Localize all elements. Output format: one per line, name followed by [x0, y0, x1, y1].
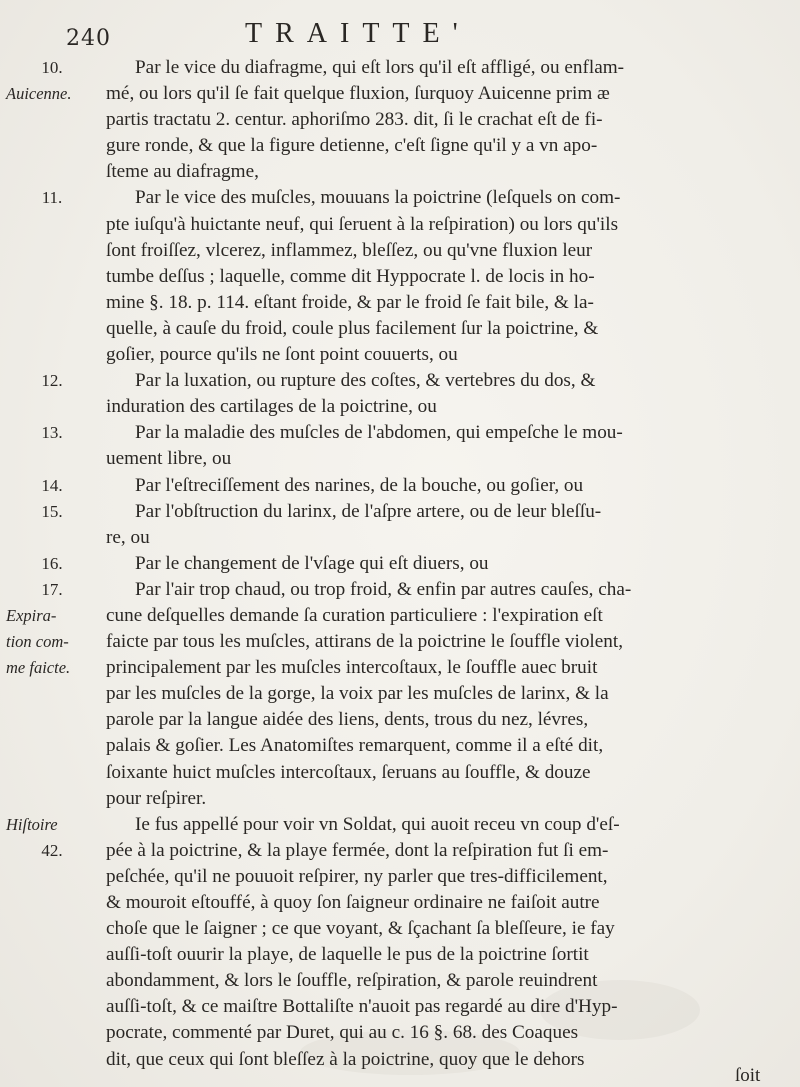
body-text: partis tractatu 2. centur. aphoriſmo 283. dit, ſi le crachat eſt de fi-: [106, 109, 603, 131]
text-line: [0, 707, 800, 733]
body-text: Par le vice des muſcles, mouuans la poictrine (leſquels on com-: [135, 187, 621, 209]
text-line: [0, 942, 800, 968]
body-text: abondamment, & lors le ſouffle, reſpiration, & parole reuindrent: [106, 970, 598, 992]
margin-number: 15.: [41, 501, 63, 521]
text-line: [0, 159, 800, 185]
margin-note: Auicenne.: [6, 84, 72, 104]
text-line: [0, 916, 800, 942]
text-line: [0, 394, 800, 420]
body-text: principalement par les muſcles intercoſtaux, le ſouffle auec bruit: [106, 657, 598, 679]
body-text: uement libre, ou: [106, 448, 232, 470]
text-line: [0, 864, 800, 890]
text-line: [0, 499, 800, 525]
body-text: pour reſpirer.: [106, 787, 207, 809]
body-text: peſchée, qu'il ne pouuoit reſpirer, ny parler que tres-difficilement,: [106, 865, 608, 887]
text-line: [0, 968, 800, 994]
body-text: goſier, pource qu'ils ne ſont point couuerts, ou: [106, 344, 458, 366]
body-text: & mouroit eſtouffé, à quoy ſon ſaigneur ordinaire ne faiſoit autre: [106, 892, 600, 913]
text-line: [0, 473, 800, 499]
text-line: [0, 238, 800, 264]
body-text: Par l'air trop chaud, ou trop froid, & enfin par autres cauſes, cha-: [135, 578, 632, 600]
margin-number: 10.: [41, 58, 63, 77]
text-line: [0, 1020, 800, 1046]
body-text: Par l'eſtreciſſement des narines, de la bouche, ou goſier, ou: [135, 474, 584, 496]
body-text: dit, que ceux qui ſont bleſſez à la poictrine, quoy que le dehors: [106, 1048, 585, 1070]
body-text: faicte par tous les muſcles, attirans de la poictrine le ſouffle violent,: [106, 631, 624, 653]
body-text: Par la luxation, ou rupture des coſtes, & vertebres du dos, &: [135, 370, 596, 392]
margin-note: Expira-: [6, 605, 57, 625]
text-line: [0, 446, 800, 472]
body-text: tumbe deſſus ; laquelle, comme dit Hyppocrate l. de locis in ho-: [106, 265, 595, 287]
margin-note: Hiſtoire: [6, 814, 58, 834]
text-line: [0, 342, 800, 368]
margin-number: 16.: [41, 553, 63, 573]
body-text: ſont froiſſez, vlcerez, inflammez, bleſſez, ou qu'vne fluxion leur: [106, 239, 593, 261]
margin-number: 13.: [41, 423, 63, 443]
body-text: Par le changement de l'vſage qui eſt diuers, ou: [135, 552, 489, 574]
text-line: [0, 786, 800, 812]
text-line: [0, 994, 800, 1020]
text-line: [0, 890, 800, 916]
text-line: [0, 81, 800, 107]
text-line: [0, 264, 800, 290]
body-text: mé, ou lors qu'il ſe fait quelque fluxion, ſurquoy Auicenne prim æ: [106, 83, 610, 105]
text-line: [0, 733, 800, 759]
body-text: par les muſcles de la gorge, la voix par les muſcles de larinx, & la: [106, 683, 609, 705]
text-line: [0, 212, 800, 238]
text-line: [0, 107, 800, 133]
body-text: re, ou: [106, 526, 150, 548]
text-line: [0, 55, 800, 81]
text-line: [0, 290, 800, 316]
body-text: auſſi-toſt, & ce maiſtre Bottaliſte n'auoit pas regardé au dire d'Hyp-: [106, 996, 618, 1018]
body-text: pocrate, commenté par Duret, qui au c. 16 §. 68. des Coaques: [106, 1022, 579, 1044]
body-text: palais & goſier. Les Anatomiſtes remarquent, comme il a eſté dit,: [106, 735, 604, 757]
body-text: parole par la langue aidée des liens, dents, trous du nez, lévres,: [106, 709, 589, 731]
margin-number: 12.: [41, 371, 63, 391]
body-text: pée à la poictrine, & la playe fermée, dont la reſpiration fut ſi em-: [106, 839, 609, 861]
margin-number: 11.: [41, 188, 63, 208]
text-line: [0, 551, 800, 577]
margin-number: 42.: [41, 840, 63, 860]
text-line: [0, 760, 800, 786]
text-line: [0, 681, 800, 707]
body-text: cune deſquelles demande ſa curation particuliere : l'expiration eſt: [106, 604, 603, 626]
text-line: [0, 603, 800, 629]
margin-note: tion com-: [6, 632, 69, 652]
text-line: [0, 1047, 800, 1073]
body-text: quelle, à cauſe du froid, coule plus facilement ſur la poictrine, &: [106, 317, 599, 339]
body-text: Par la maladie des muſcles de l'abdomen, qui empeſche le mou-: [135, 422, 623, 444]
text-line: [0, 316, 800, 342]
body-text: ſoixante huict muſcles intercoſtaux, ſeruans au ſouffle, & douze: [106, 761, 591, 783]
body-text: mine §. 18. p. 114. eſtant froide, & par le froid ſe fait bile, & la-: [106, 291, 594, 313]
margin-number: 17.: [41, 579, 63, 599]
margin-number: 14.: [41, 475, 63, 495]
text-line: [0, 838, 800, 864]
body-text: Par le vice du diafragme, qui eſt lors qu'il eſt affligé, ou enflam-: [135, 57, 625, 78]
text-line: [0, 655, 800, 681]
text-line: [0, 368, 800, 394]
running-title: TRAITTE': [245, 18, 471, 49]
text-line: [0, 133, 800, 159]
text-line: [0, 420, 800, 446]
text-line: [0, 185, 800, 211]
body-text: pte iuſqu'à huictante neuf, qui ſeruent à la reſpiration) ou lors qu'ils: [106, 213, 619, 235]
margin-note: me faicte.: [6, 658, 71, 678]
text-line: [0, 525, 800, 551]
page-number: 240: [66, 26, 111, 51]
text-line: [0, 577, 800, 603]
body-text: ſteme au diafragme,: [106, 161, 259, 183]
body-text: auſſi-toſt ouurir la playe, de laquelle le pus de la poictrine ſortit: [106, 944, 589, 966]
text-line: [0, 629, 800, 655]
body-text: Ie fus appellé pour voir vn Soldat, qui auoit receu vn coup d'eſ-: [135, 813, 620, 835]
text-block: [0, 55, 800, 1073]
catchword: ſoit: [735, 1065, 761, 1086]
body-text: choſe que le ſaigner ; ce que voyant, & ſçachant ſa bleſſeure, ie fay: [106, 918, 615, 940]
page-header: [0, 8, 800, 51]
body-text: induration des cartilages de la poictrine, ou: [106, 396, 437, 418]
text-line: [0, 812, 800, 838]
body-text: Par l'obſtruction du larinx, de l'aſpre artere, ou de leur bleſſu-: [135, 500, 602, 522]
body-text: gure ronde, & que la figure detienne, c'eſt ſigne qu'il y a vn apo-: [106, 135, 598, 157]
